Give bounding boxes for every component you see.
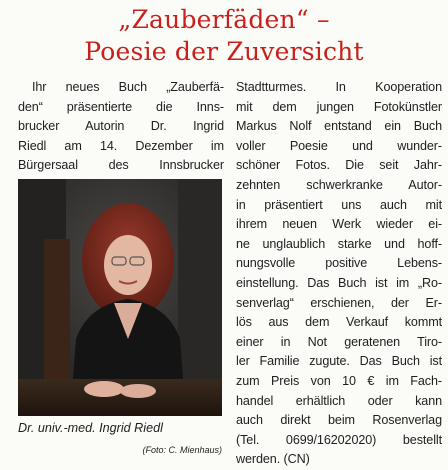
body-line: (Tel. 0699/16202020) bestellt bbox=[236, 432, 442, 447]
author-photo bbox=[18, 179, 222, 416]
article-column-right bbox=[236, 78, 442, 470]
body-line: brucker Autorin Dr. Ingrid bbox=[18, 119, 224, 134]
body-line: Markus Nolf entstand ein Buch bbox=[236, 119, 442, 134]
body-line: den“ präsentierte die Inns- bbox=[18, 99, 224, 114]
body-line: lös aus dem Verkauf kommt bbox=[236, 315, 442, 330]
body-line: auch direkt beim Rosenverlag bbox=[236, 413, 442, 428]
body-line: mit dem jungen Fotokünstler bbox=[236, 99, 442, 114]
body-line: ihrem neuen Werk wieder ei- bbox=[236, 217, 442, 232]
body-line: ler Familie zugute. Das Buch ist bbox=[236, 354, 442, 369]
body-line: einer in Not geratenen Tiro- bbox=[236, 334, 442, 349]
headline-line-2: Poesie der Zuversicht bbox=[84, 37, 364, 66]
article-column-left bbox=[18, 78, 224, 176]
body-line: schöner Fotos. Die seit Jahr- bbox=[236, 158, 442, 173]
body-line: voller Poesie und wunder- bbox=[236, 138, 442, 153]
body-line: ne unglaublich starke und hoff- bbox=[236, 236, 442, 251]
body-line: zehnten schwerkranke Autor- bbox=[236, 177, 442, 192]
body-line: Ihr neues Buch „Zauberfä- bbox=[32, 80, 224, 94]
body-line: senverlag“ erschienen, der Er- bbox=[236, 295, 442, 310]
body-line: in präsentiert uns auch mit bbox=[236, 197, 442, 212]
body-line: zum Preis von 10 € im Fach- bbox=[236, 373, 442, 388]
body-line: handel erhältlich oder kann bbox=[236, 393, 442, 408]
body-line: Stadtturmes. In Kooperation bbox=[236, 80, 442, 94]
body-line: Riedl am 14. Dezember im bbox=[18, 138, 224, 153]
body-line: einstellung. Das Buch ist im „Ro- bbox=[236, 275, 442, 290]
photo-credit: (Foto: C. Mienhaus) bbox=[142, 445, 222, 455]
body-line: Bürgersaal des Innsbrucker bbox=[18, 158, 224, 173]
photo-caption: Dr. univ.-med. Ingrid Riedl bbox=[18, 421, 163, 435]
body-line: werden. (CN) bbox=[236, 452, 310, 467]
body-line: nungsvolle positive Lebens- bbox=[236, 256, 442, 271]
headline-line-1: „Zauberfäden“ – bbox=[118, 5, 330, 34]
